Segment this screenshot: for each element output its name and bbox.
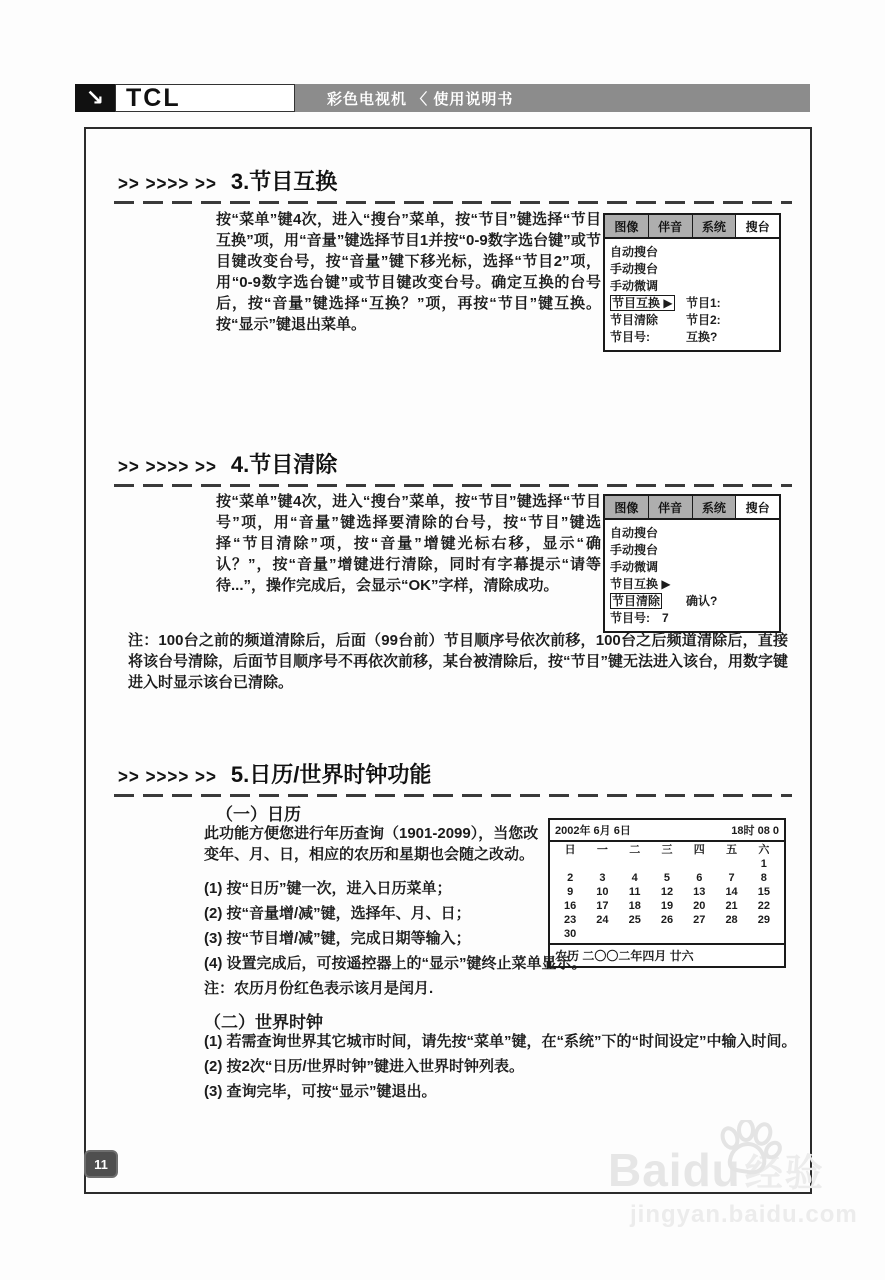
osd-row-program-clear: 节目清除 节目2:: [610, 313, 721, 327]
osd-row-fine-tune: 手动微调: [610, 279, 659, 293]
day-cell: 10: [596, 886, 609, 898]
calendar-note: 注：农历月份红色表示该月是闰月.: [204, 980, 434, 997]
tcl-arrow-icon: [75, 84, 115, 112]
osd-row-manual-search: 手动搜台: [610, 543, 659, 557]
section4-divider: [114, 484, 792, 487]
calendar-step-1: (1) 按“日历”键一次，进入日历菜单；: [204, 880, 452, 897]
day-cell: 19: [660, 900, 674, 912]
osd-row-auto-search: 自动搜台: [610, 245, 659, 259]
day-cell: [586, 857, 618, 871]
weekday-label: 日: [564, 844, 576, 856]
day-cell: 15: [757, 886, 770, 898]
section3-divider: [114, 201, 792, 204]
section4-body: 按“菜单”键4次，进入“搜台”菜单，按“节目”键选择“节目号”项，用“音量”键选择要清除的台号，按“节目”键选择“节目清除”项，按“音量”增键光标右移，显示“确认？”，按“音量”增键进行清除，同时有字幕提示“请等待...”，操作完成后，会显示“OK”字样，清除成功。: [216, 493, 601, 594]
day-cell: 26: [660, 914, 674, 926]
day-cell: 8: [760, 872, 767, 884]
day-cell: 7: [728, 872, 735, 884]
page-number-badge: 11: [84, 1150, 118, 1178]
worldclock-subheading: （二）世界时钟: [204, 1013, 323, 1032]
calendar-steps: [204, 878, 796, 1003]
day-cell: 6: [696, 872, 703, 884]
calendar-date: 2002年 6月 6日: [555, 825, 631, 837]
day-cell: 13: [693, 886, 706, 898]
tab-system: 系统: [693, 496, 737, 518]
worldclock-step-2: (2) 按2次“日历/世界时钟”键进入世界时钟列表。: [204, 1058, 525, 1075]
chevron-marker: >> >>>> >>: [118, 455, 217, 478]
day-cell: 29: [757, 914, 770, 926]
weekday-label: 六: [758, 844, 770, 856]
tab-search-active: 搜台: [736, 496, 779, 518]
day-cell: 28: [725, 914, 738, 926]
day-cell: 9: [567, 886, 574, 898]
section4-title-row: [118, 448, 337, 479]
baidu-paw-icon: [716, 1120, 782, 1176]
day-cell: 21: [725, 900, 738, 912]
calendar-step-2: (2) 按“音量增/减”键，选择年、月、日；: [204, 905, 471, 922]
day-cell: 30: [564, 928, 577, 940]
day-cell: 4: [631, 872, 638, 884]
day-cell: 2: [567, 872, 574, 884]
day-cell: [619, 857, 651, 871]
day-cell: 22: [757, 900, 770, 912]
page-frame: [84, 127, 812, 1194]
day-cell: 11: [628, 886, 641, 898]
tcl-logo: TCL: [126, 83, 181, 112]
worldclock-step-3: (3) 查询完毕，可按“显示”键退出。: [204, 1083, 437, 1100]
day-cell: [715, 857, 747, 871]
day-cell: 25: [628, 914, 641, 926]
osd-row-program-number: 节目号: 互换?: [610, 330, 718, 344]
calendar-step-3: (3) 按“节目增/减”键，完成日期等输入；: [204, 930, 471, 947]
day-cell: 20: [693, 900, 706, 912]
calendar-header: [550, 820, 784, 842]
osd-body: [605, 520, 779, 631]
tab-search-active: 搜台: [736, 215, 779, 237]
osd-row-auto-search: 自动搜台: [610, 526, 659, 540]
weekday-label: 二: [629, 844, 641, 856]
osd-tab-bar: [605, 496, 779, 520]
day-cell: 23: [564, 914, 577, 926]
watermark-brand-text: Baidu: [608, 1144, 741, 1196]
watermark-url: jingyan.baidu.com: [630, 1201, 858, 1228]
lunar-date-line: 农历 二〇〇二年四月 廿六: [550, 943, 784, 966]
day-cell: 18: [628, 900, 641, 912]
section3-body: 按“菜单”键4次，进入“搜台”菜单，按“节目”键选择“节目互换”项，用“音量”键选择节目1并按“0-9数字选台键”或节目键改变台号，按“音量”键下移光标，选择“节目2”项，用“0-9数字选台键”或节目键改变台号。确定互换的台号后，按“音量”键选择“互换？”项，再按“节目”键互换。按“显示”键退出菜单。: [216, 211, 601, 333]
chevron-marker: >> >>>> >>: [118, 172, 217, 195]
osd-row-fine-tune: 手动微调: [610, 560, 659, 574]
watermark-suffix-text: 经验: [744, 1153, 825, 1195]
calendar-step-4: (4) 设置完成后，可按遥控器上的“显示”键终止菜单显示。: [204, 955, 587, 972]
calendar-subheading: （一）日历: [216, 805, 301, 824]
weekday-label: 四: [693, 844, 705, 856]
weekday-label: 一: [596, 844, 608, 856]
section5-title-row: [118, 758, 431, 789]
day-cell: 5: [663, 872, 671, 884]
day-cell: [651, 857, 683, 871]
baidu-watermark: [608, 1142, 883, 1229]
arrow-glyph: ↘: [85, 85, 105, 110]
section3-title-row: [118, 165, 337, 196]
osd-tab-bar: [605, 215, 779, 239]
worldclock-steps: [204, 1031, 804, 1106]
day-cell: 3: [599, 872, 606, 884]
osd-row-program-swap-selected: 节目互换 ▶ 节目1:: [612, 296, 721, 310]
day-cell: 1: [760, 858, 767, 870]
calendar-time: 18时 08 0: [731, 825, 779, 837]
chevron-marker: >> >>>> >>: [118, 765, 217, 788]
day-cell: [554, 857, 586, 871]
section5-title: 5.日历/世界时钟功能: [230, 762, 432, 787]
section4-note: 注：100台之前的频道清除后，后面（99台前）节目顺序号依次前移，100台之后频道清除后，直接将该台号清除，后面节目顺序号不再依次前移，某台被清除后，按“节目”键无法进入该台，用数字键进入时显示该台已清除。: [128, 632, 789, 691]
tab-sound: 伴音: [649, 496, 693, 518]
day-cell: [683, 857, 715, 871]
tab-sound: 伴音: [649, 215, 693, 237]
day-cell: 17: [596, 900, 609, 912]
osd-row-manual-search: 手动搜台: [610, 262, 659, 276]
day-cell: 12: [660, 886, 674, 898]
osd-body: [605, 239, 779, 350]
header-bar: [75, 84, 810, 112]
osd-row-program-swap: 节目互换 ▶: [610, 577, 671, 591]
section4-title: 4.节目清除: [230, 452, 338, 477]
osd-row-program-number: 节目号: 7: [610, 610, 669, 625]
tab-picture: 图像: [605, 215, 649, 237]
section5-divider: [114, 794, 792, 797]
weekday-label: 五: [726, 844, 738, 856]
tab-system: 系统: [693, 215, 737, 237]
day-cell: 14: [725, 886, 738, 898]
day-cell: 27: [693, 914, 706, 926]
osd-menu-program-clear: [603, 494, 781, 633]
section3-title: 3.节目互换: [230, 169, 338, 194]
calendar-intro: 此功能方便您进行年历查询（1901-2099），当您改变年、月、日，相应的农历和星期也会随之改动。: [204, 825, 539, 863]
worldclock-step-1: (1) 若需查询世界其它城市时间，请先按“菜单”键，在“系统”下的“时间设定”中输入时间。: [204, 1033, 797, 1050]
osd-row-program-clear-selected: 节目清除 确认?: [612, 594, 718, 608]
tcl-logo-box: [115, 84, 295, 112]
manual-subtitle: 彩色电视机 〈 使用说明书: [327, 90, 514, 108]
tab-picture: 图像: [605, 496, 649, 518]
weekday-label: 三: [661, 844, 673, 856]
day-cell: 24: [596, 914, 609, 926]
day-cell: 16: [564, 900, 577, 912]
osd-menu-program-swap: [603, 213, 781, 352]
